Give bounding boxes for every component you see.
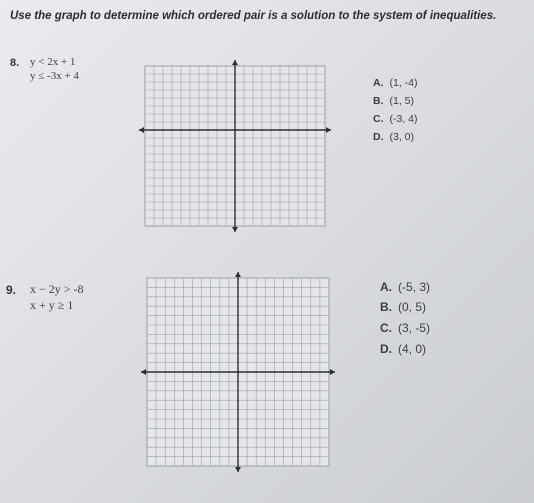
choice-value: (3, -5) [398, 321, 431, 335]
choice-letter: C. [373, 113, 384, 125]
inequality-1: y < 2x + 1 [30, 56, 76, 68]
choice-letter: D. [373, 131, 384, 143]
grid-canvas [141, 272, 335, 472]
answer-choice-b[interactable] [373, 95, 414, 107]
inequality-2: x + y ≥ 1 [30, 298, 74, 312]
choice-letter: D. [380, 342, 392, 356]
answer-choice-a[interactable] [373, 77, 418, 89]
choice-value: (1, -4) [389, 77, 418, 89]
choice-value: (-5, 3) [398, 280, 431, 294]
choice-letter: B. [380, 300, 392, 314]
choice-value: (4, 0) [398, 342, 427, 356]
choice-letter: B. [373, 95, 384, 107]
y-axis-arrow-down [235, 467, 241, 472]
inequality-2: y ≤ -3x + 4 [30, 70, 79, 82]
problem-number: 9. [6, 283, 17, 297]
x-axis-arrow-right [330, 369, 335, 375]
choice-value: (3, 0) [389, 131, 415, 143]
choice-letter: A. [373, 77, 384, 89]
y-axis-arrow-up [232, 60, 238, 65]
coordinate-grid [139, 60, 331, 232]
grid-canvas [139, 60, 331, 232]
choice-value: (-3, 4) [389, 113, 418, 125]
choice-value: (1, 5) [389, 95, 415, 107]
answer-choice-a[interactable] [380, 280, 430, 294]
instructions-text: Use the graph to determine which ordered pair is a solution to the system of inequalities. [10, 10, 497, 22]
answer-choice-d[interactable] [373, 131, 414, 143]
answer-choice-b[interactable] [380, 300, 426, 314]
x-axis-arrow-right [326, 127, 331, 133]
problem-number: 8. [10, 57, 20, 69]
answer-choice-c[interactable] [380, 321, 430, 335]
inequality-1: x − 2y > -8 [30, 282, 84, 296]
choice-value: (0, 5) [398, 300, 427, 314]
choice-letter: C. [380, 321, 392, 335]
x-axis-arrow-left [139, 127, 144, 133]
x-axis-arrow-left [141, 369, 146, 375]
coordinate-grid [141, 272, 335, 472]
y-axis-arrow-up [235, 272, 241, 277]
y-axis-arrow-down [232, 227, 238, 232]
answer-choice-d[interactable] [380, 342, 426, 356]
answer-choice-c[interactable] [373, 113, 418, 125]
choice-letter: A. [380, 280, 392, 294]
